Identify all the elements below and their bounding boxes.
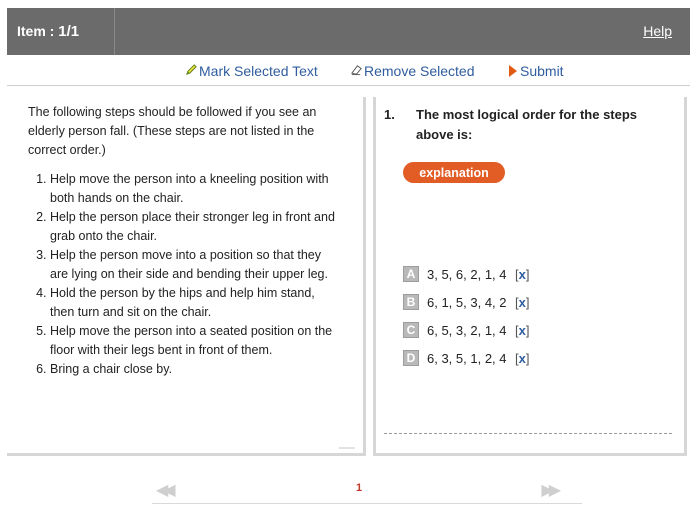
- play-arrow-icon: [509, 65, 517, 77]
- option-text-b[interactable]: 6, 1, 5, 3, 4, 2: [427, 294, 507, 310]
- list-item: 4. Hold the person by the hips and help him stand, then turn and sit on the chair.: [50, 284, 338, 322]
- pagination: [152, 478, 582, 504]
- item-label-text: Item :: [17, 23, 55, 39]
- eliminate-x-icon: x: [518, 350, 526, 366]
- explanation-button[interactable]: explanation: [403, 162, 505, 183]
- list-item: 5. Help move the person into a seated position on the floor with their legs bent in front of them.: [50, 322, 338, 360]
- answer-options: [403, 260, 529, 372]
- option-letter-b[interactable]: B: [403, 294, 419, 310]
- remove-selected-label: Remove Selected: [364, 63, 475, 79]
- eliminate-x-icon: x: [518, 266, 526, 282]
- eliminate-option-a-button[interactable]: [x]: [515, 266, 530, 282]
- eliminate-x-icon: x: [518, 294, 526, 310]
- question-stem: [384, 105, 670, 145]
- option-text-d[interactable]: 6, 3, 5, 1, 2, 4: [427, 350, 507, 366]
- steps-list: [28, 170, 338, 379]
- list-item: 2. Help the person place their stronger leg in front and grab onto the chair.: [50, 208, 338, 246]
- mark-selected-text-label: Mark Selected Text: [199, 63, 318, 79]
- stimulus-panel: [7, 97, 366, 456]
- list-item: 6. Bring a chair close by.: [50, 360, 338, 379]
- submit-label: Submit: [520, 63, 564, 79]
- header-bar: [7, 8, 690, 55]
- eliminate-option-b-button[interactable]: [x]: [515, 294, 530, 310]
- option-letter-c[interactable]: C: [403, 322, 419, 338]
- option-a[interactable]: [403, 260, 529, 288]
- question-panel: [373, 97, 687, 456]
- mark-selected-text-button[interactable]: [185, 63, 318, 79]
- option-c[interactable]: [403, 316, 529, 344]
- eraser-icon: [350, 63, 363, 79]
- item-indicator: [7, 8, 115, 55]
- stimulus-intro: The following steps should be followed if you see an elderly person fall. (These steps are not listed in the correct order.): [28, 105, 317, 157]
- option-letter-a[interactable]: A: [403, 266, 419, 282]
- divider: [384, 433, 672, 434]
- resize-handle[interactable]: [339, 447, 355, 449]
- item-label: [17, 23, 79, 40]
- stimulus-text: [28, 103, 338, 379]
- double-right-arrow-icon[interactable]: ▶▶: [541, 482, 556, 499]
- list-item: 1. Help move the person into a kneeling position with both hands on the chair.: [50, 170, 338, 208]
- eliminate-option-c-button[interactable]: [x]: [515, 322, 530, 338]
- highlighter-icon: [185, 63, 198, 79]
- eliminate-option-d-button[interactable]: [x]: [515, 350, 530, 366]
- list-item: 3. Help the person move into a position so that they are lying on their side and bending their upper leg.: [50, 246, 338, 284]
- toolbar: [7, 58, 690, 86]
- item-value: 1/1: [58, 23, 80, 40]
- option-b[interactable]: [403, 288, 529, 316]
- option-d[interactable]: [403, 344, 529, 372]
- option-text-a[interactable]: 3, 5, 6, 2, 1, 4: [427, 266, 507, 282]
- page-number[interactable]: 1: [356, 482, 363, 494]
- question-number: 1.: [384, 107, 395, 122]
- help-link[interactable]: Help: [643, 23, 672, 39]
- remove-selected-button[interactable]: [350, 63, 475, 79]
- question-text: The most logical order for the steps above is:: [416, 107, 638, 142]
- option-letter-d[interactable]: D: [403, 350, 419, 366]
- eliminate-x-icon: x: [518, 322, 526, 338]
- double-left-arrow-icon[interactable]: ◀◀: [156, 482, 171, 499]
- submit-button[interactable]: [509, 63, 564, 79]
- option-text-c[interactable]: 6, 5, 3, 2, 1, 4: [427, 322, 507, 338]
